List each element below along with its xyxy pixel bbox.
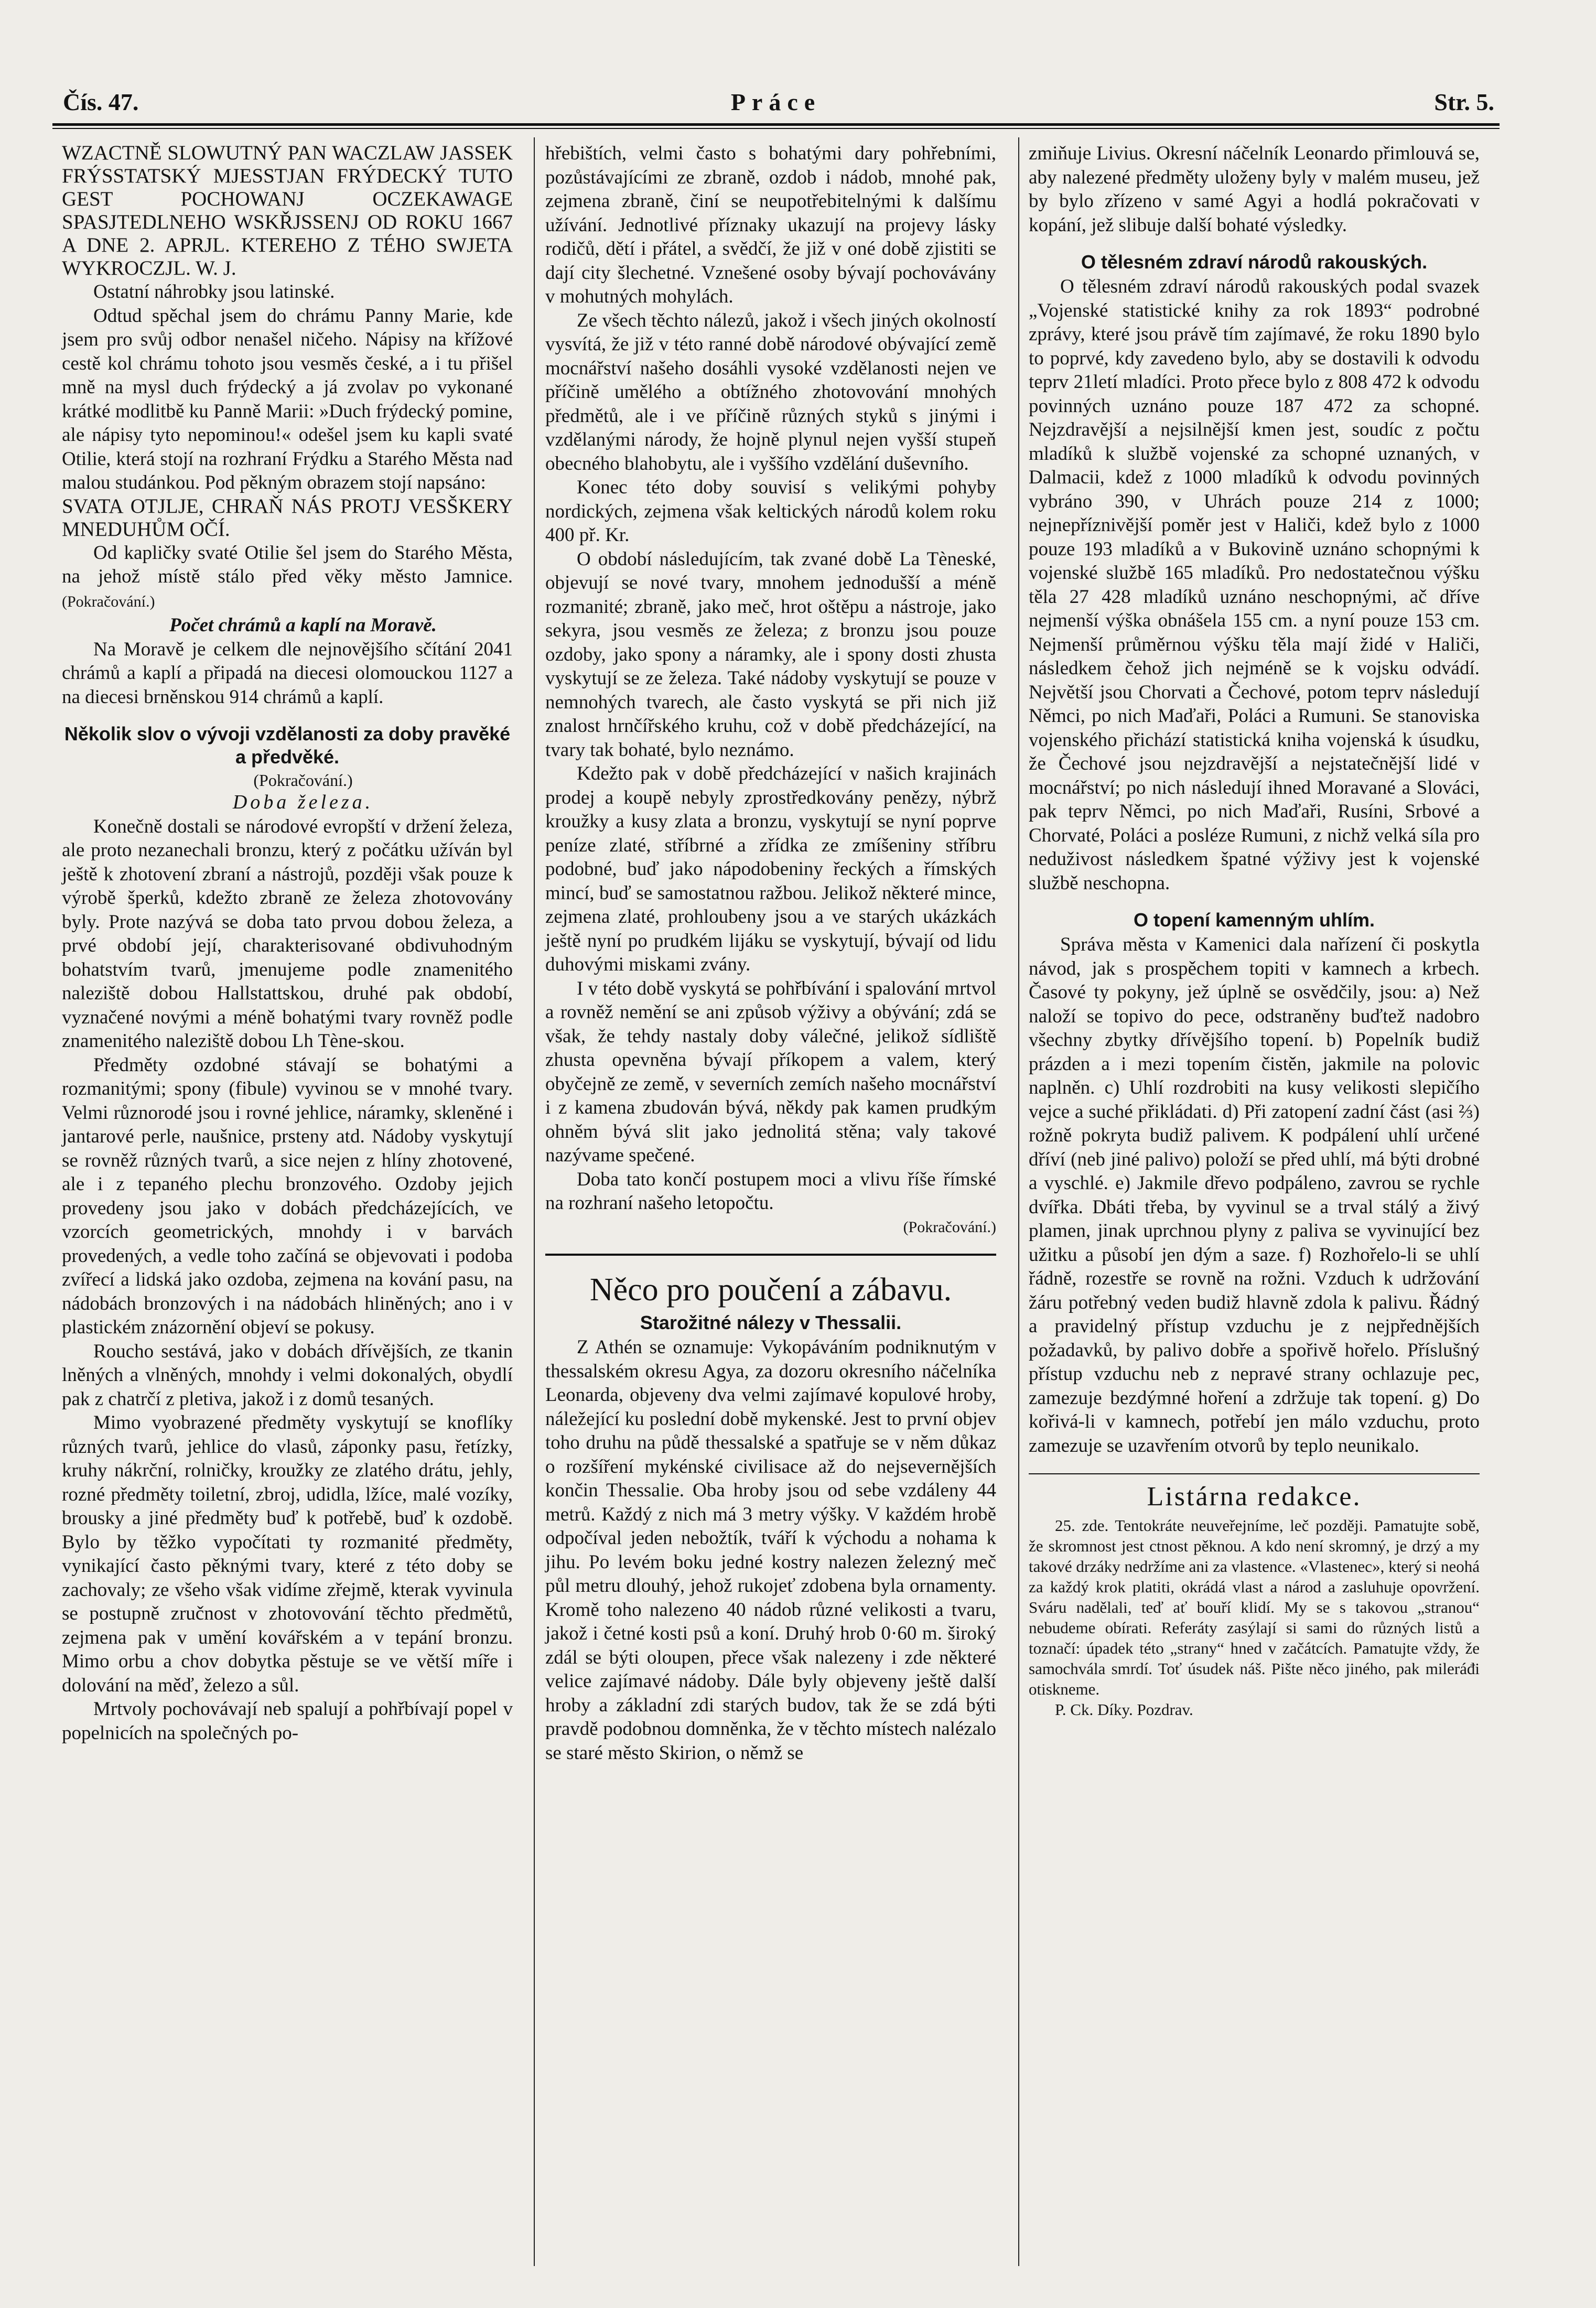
column-divider-1 [534,137,535,2266]
paragraph: Roucho sestává, jako v dobách dřívějších, ze tkanin lněných a vlněných, mnohdy i velmi dokonalých, obydlí pak z chatrčí z pletiva, jakož i z domů tesaných. [62,1340,513,1410]
continued-note: (Pokračování.) [62,592,155,610]
section-title-development: Několik slov o vývoji vzdělanosti za doby pravěké a předvěké. [64,723,511,768]
header-rule-thick [52,123,1500,126]
paragraph: Kdežto pak v době předcházející v našich krajinách prodej a koupě nebyly zprostředkovány penězy, nýbrž kroužky a kusy zlata a bronzu, vyskytují se nyní poprve peníze zlaté, stříbrné a zřídka ze zmíšeniny stříbru podobné, buď jako nápodobeniny řeckých a římských mincí, buď se samostatnou ražbou. Jelikož některé mince, zejmena zlaté, prohloubeny jsou a ve starých ukázkách ještě nyní po prudkém lijáku se vyskytují, bývají od lidu duhovými miskami zvány. [545,763,996,975]
paragraph: Mrtvoly pochovávají neb spalují a pohřbívají popel v popelnicích na společných po- [62,1698,513,1744]
paragraph: Ze všech těchto nálezů, jakož i všech jiných okolností vysvítá, že již v této ranné době národové obývající země mocnářství našeho dosáhli vysoké vzdělanosti nejen ve příčině umělého a obtížného zhotovování mnohých předmětů, ale i ve příčině různých styků s jinými i vzdělanými národy, že hojně plynul nejen vyšší stupeň obecného blahobytu, ale i vyššího vzdělání duševního. [545,309,996,474]
column-3 [1029,142,1480,1720]
page-number: Str. 5. [1434,89,1494,115]
paragraph: Konečně dostali se národové evropští v držení železa, ale proto nezanechali bronzu, který z počátku užíván byl ještě k zhotovení zbraní a nástrojů, později však pouze k výrobě šperků, kdežto zbraně ze železa zhotovovány byly. Prote nazývá se doba tato prvou dobou železa, a prvé období její, charakterisované obdivuhodným bohatstvím tvarů, jmenujeme podle znamenitého naleziště dobou Hallstattskou, druhé pak období, vyznačené novými a méně bohatými tvary rovněž podle znamenitého naleziště dobou Lh Tène-skou. [62,815,513,1052]
paragraph: Ostatní náhrobky jsou latinské. [93,281,335,303]
paragraph: Doba tato končí postupem moci a vlivu říše římské na rozhraní našeho letopočtu. [545,1168,996,1214]
paragraph: Správa města v Kamenici dala nařízení či poskytla návod, jak s prospěchem topiti v kamnech a krbech. Časové ty pokyny, jež úplně se osvědčily, jsou: a) Než naloží se topivo do pece, odstraněny buďtež nadobro všechny zbytky dřívějšího topení. b) Popelník budiž prázden a i mezi topením čistěn, jakmile na polovic naplněn. c) Uhlí rozdrobiti na kusy velikosti slepičího vejce a suché přikládati. d) Při zatopení zadní část (asi ⅔) rožně pokryta budiž palivem. K podpálení uhlí určené dříví (neb jiné palivo) položí se před uhlí, má býti drobné a vyschlé. e) Jakmile dřevo podpáleno, zavrou se rychle dvířka. Dbáti třeba, by vyvinul se a trval stálý a živý plamen, jinak uprchnou plyny z paliva se vyvinující bez užitku a působí jen dým a saze. f) Rozhořelo-li se uhlí řádně, rozestře se rovně na rožni. Vzduch k udržování žáru potřebný veden budiž hlavně zdola k palivu. Řádný a pravidelný přístup vzduchu je z nejpřednějších požadavků, by palivo dobře a spořivě hořelo. Příslušný přístup vzduchu neb z nepravé strany ochlazuje pec, zamezuje bezdýmné hoření a zdržuje tak topení. g) Do kořivá-li v kamnech, potřebí jen málo vzduchu, proto zamezuje se uzavřením otvorů by teplo neunikalo. [1029,934,1480,1457]
paragraph: O období následujícím, tak zvané době La Tèneské, objevují se nové tvary, mnohem jednodušší a méně rozmanité; zbraně, jako meč, hrot oštěpu a nástroje, jako sekyra, jsou vesměs ze železa; z bronzu jsou pouze ozdoby, jako spony a náramky, ale i spony dosti zhusta vyskytují se ze železa. Také nádoby vyskytují se pouze v nemnohých tvarech, ale často vyskytá se při nich již znalost hrnčířského kruhu, což v době předcházející, na tvary tak bohaté, bylo neznámo. [545,548,996,761]
subsection-title-iron-age: Doba železa. [232,791,374,813]
section-title-editorial-letters: Listárna redakce. [1147,1482,1362,1512]
newspaper-title: Práce [730,89,822,115]
article-title-coal-heating: O topení kamenným uhlím. [1133,909,1375,931]
section-title-churches: Počet chrámů a kaplí na Moravě. [169,614,437,636]
section-divider [545,1254,996,1256]
column-1 [62,142,513,1745]
column-divider-2 [1018,137,1019,2266]
paragraph: I v této době vyskytá se pohřbívání i spalování mrtvol a rovněž nemění se ani způsob výživy a obývání; zdá se však, že tehdy nastaly doby válečné, jelikož sídliště zhusta opevněna bývají příkopem a valem, který obyčejně ze země, v severních zemích našeho mocnářství i z kamena zbudován bývá, někdy pak kamen prudkým ohněm bývá slit jako jednolitá stěna; valy takové nazývame spečené. [545,977,996,1166]
section-divider [1029,1473,1480,1474]
column-2 [545,142,996,1765]
paragraph: Z Athén se oznamuje: Vykopáváním podniknutým v thessalském okresu Agya, za dozoru okresního náčelníka Leonarda, objeveny dva velmi zajímavé kopulové hroby, náležející ku poslední době mykenské. Jest to první objev toho druhu na půdě thessalské a spatřuje se v něm důkaz o rozšíření mykénské civilisace až do nejsevernějších končin Thessalie. Oba hroby jsou od sebe vzdáleny 44 metrů. Každý z nich má 3 metry výšky. V každém hrobě odpočíval jeden nebožtík, tváří k východu a nohama k jihu. Po levém boku jedné kostry nalezen železný meč půl metru dlouhý, jehož rukojeť zdobena byla ornamenty. Kromě toho nalezeno 40 nádob různé velikosti a tvaru, jakož i četné kosti psů a koní. Druhý hrob 0·60 m. široký zdál se býti oloupen, přece však nalezeny i zde některé velice zajímavé nádoby. Dále byly objeveny ještě další hroby a základní zdi starých budov, tak že se zdá býti pravdě podobnou domněnka, že v těchto místech nalézalo se staré město Skirion, o němž se [545,1336,996,1764]
paragraph: Předměty ozdobné stávají se bohatými a rozmanitými; spony (fibule) vyvinou se v mnohé tvary. Velmi různorodé jsou i rovné jehlice, náramky, skleněné i jantarové perle, naušnice, prsteny atd. Nádoby vyskytují se rovněž různých tvarů, a sice nejen z hlíny zhotovené, ale i z tepaného plechu bronzového. Ozdoby jejich provedeny jsou jako v dobách předcházejících, ve vzorcích geometrických, mnohdy i v barvách provedených, a vedle toho začíná se objevovati i podoba zvířecí a lidská jako ozdoba, zejmena na kování pasu, na nádobách bronzových i na nádobách hliněných; ano i v plastickém znázornění objeví se pokusy. [62,1054,513,1338]
page-header [52,84,1500,126]
article-title-health: O tělesném zdraví národů rakouských. [1081,251,1428,273]
letter-reply: 25. zde. Tentokráte neuveřejníme, leč později. Pamatujte sobě, že skromnost jest ctnost pěknou. A kdo není skromný, je drzý a my takové drzáky nedržíme ani za vlastence. «Vlastenec», který si neohá za každý krok platiti, okrádá vlast a národ a zasluhuje opovržení. Sváru nadělali, teď ať bouří klidí. My se s takovou „stranou“ nebudeme obírati. Referáty zasýlají si sami do různých listů a toznačí: úpadek této „strany“ hned v začátcích. Pamatujte vždy, že samochvála smrdí. Toť úsudek náš. Pište něco jiného, pak mileráđi otiskneme. [1029,1516,1480,1698]
paragraph: Od kapličky svaté Otilie šel jsem do Starého Města, na jehož místě stálo před věky město Jamnice. (Pokračování.) [62,542,513,610]
paragraph: Odtud spěchal jsem do chrámu Panny Marie, kde jsem pro svůj odbor nenašel ničeho. Nápisy na křížové cestě kol chrámu tohoto jsou vesměs české, a i tu přišel mně na mysl duch frýdecký a já zvolav po vykonané krátké modlitbě ku Panně Marii: »Duch frýdecký pomine, ale nápisy tyto nepominou!« odešel jsem ku kapli svaté Otilie, která stojí na rozhraní Frýdku a Starého Města nad malou studánkou. Pod pěkným obrazem stojí napsáno: [62,305,513,493]
header-rule-thin [52,128,1500,129]
section-title-entertainment: Něco pro poučení a zábavu. [589,1272,952,1308]
letter-reply: P. Ck. Díky. Pozdrav. [1055,1700,1193,1719]
paragraph: hřebištích, velmi často s bohatými dary pohřebními, pozůstávajícími ze zbraně, ozdob i nádob, mnohé pak, zejmena zbraně, činí se neupotřebitelnými k dalšímu užívání. Jednotlivé příznaky ukazují na projevy lásky rodičů, dětí i přátel, a svědčí, že již v oné době zjistiti se dají city šlechetné. Vznešené osoby bývají pochovávány v mohutných mohylách. [545,143,996,307]
paragraph: O tělesném zdraví národů rakouských podal svazek „Vojenské statistické knihy za rok 1893“ podrobné zprávy, které jsou právě tím zajímavé, že roku 1890 bylo to poprvé, kdy zavedeno bylo, aby se dostavili k odvodu teprv 21letí mladíci. Proto přece bylo z 808 472 k odvodu povinných uznáno pouze 187 472 za schopné. Nejzdravější a nejsilnější kmen jest, soudíc z počtu mladíků k službě vojenské za schopné uznaných, v Dalmacii, kdež z 1000 mladíků k odvodu povinných vybráno 390, v Uhrách pouze 214 z 1000; nejnepříznivější poměr jest v Haliči, kdež bylo z 1000 pouze 193 mladíků a v Bukovině uznáno schopnými k vojenské službě 165 mladíků. Pro nedostatečnou výšku těla 27 428 mladíků uznáno neschopnými, ač dříve nejmenší výška obnášela 155 cm. a nyní pouze 153 cm. Nejmenší průměrnou výšku těla mají židé v Haliči, následkem čehož jich nejméně se k vojsku odvádí. Největší jsou Chorvati a Čechové, potom teprv následují Němci, po nich Maďaři, Poláci a Rumuni. Se stanoviska vojenského přichází statistická kniha vojenská k úsudku, že Čechové jsou nejzdravější a nejstatečnější lidé v mocnářství; po nich následují ihned Moravané a Slováci, pak teprv Němci, po nich Maďaři, Rusíni, Srbové a Chorvaté, Poláci a posléze Rumuni, z nichž velká síla pro neduživost následkem špatné výživy jest k vojenské službě neschopna. [1029,276,1480,894]
paragraph: Konec této doby souvisí s velikými pohyby nordických, zejmena však keltických národů kolem roku 400 př. Kr. [545,477,996,546]
editorial-letters [1029,1515,1480,1720]
issue-number: Čís. 47. [63,89,139,115]
chapel-inscription: SVATA OTJLJE, CHRAŇ NÁS PROTJ VESŠKERY MNEDUHŮM OČÍ. [62,494,513,541]
paragraph: Na Moravě je celkem dle nejnovějšího sčítání 2041 chrámů a kaplí a připadá na diecesi olomouckou 1127 a na diecesi brněnskou 914 chrámů a kaplí. [62,638,513,708]
continued-note: (Pokračování.) [253,771,353,790]
tomb-inscription: WZACTNĚ SLOWUTNÝ PAN WACZLAW JASSEK FRÝSSTATSKÝ MJESSTJAN FRÝDECKÝ TUTO GEST POCHOWANJ OCZEKAWAGE SPASJTEDLNEHO WSKŘJSSENJ OD ROKU 1667 A DNE 2. APRJL. KTEREHO Z TÉHO SWJETA WYKROCZJL. W. J. [62,142,513,279]
paragraph: Mimo vyobrazené předměty vyskytují se knoflíky různých tvarů, jehlice do vlasů, záponky pasu, řetízky, kruhy nákrční, rolničky, kroužky ze zlatého drátu, jehly, rozné předměty toiletní, zbroj, udidla, lžíce, malé vozíky, brousky a jiné předměty buď k potřebě, buď k ozdobě. Bylo by těžko vypočítati ty rozmanité předměty, vynikající často pěknými tvary, které z této doby se zachovaly; ze všeho však vidíme zřejmě, kterak vyvinula se postupně zručnost v zhotovování těchto předmětů, zejmena pak v umění kovářském a v tepání bronzu. Mimo orbu a chov dobytka pěstuje se ve větší míře i dolování na měď, železo a sůl. [62,1412,513,1696]
paragraph: zmiňuje Livius. Okresní náčelník Leonardo přimlouvá se, aby nalezené předměty uloženy byly v malém museu, jež by bylo zřízeno v samé Agyi a hodlá pokračovati v kopání, jež slibuje další bohaté výsledky. [1029,143,1480,236]
continued-note: (Pokračování.) [903,1218,996,1236]
article-title-thessaly: Starožitné nálezy v Thessalii. [640,1312,902,1333]
